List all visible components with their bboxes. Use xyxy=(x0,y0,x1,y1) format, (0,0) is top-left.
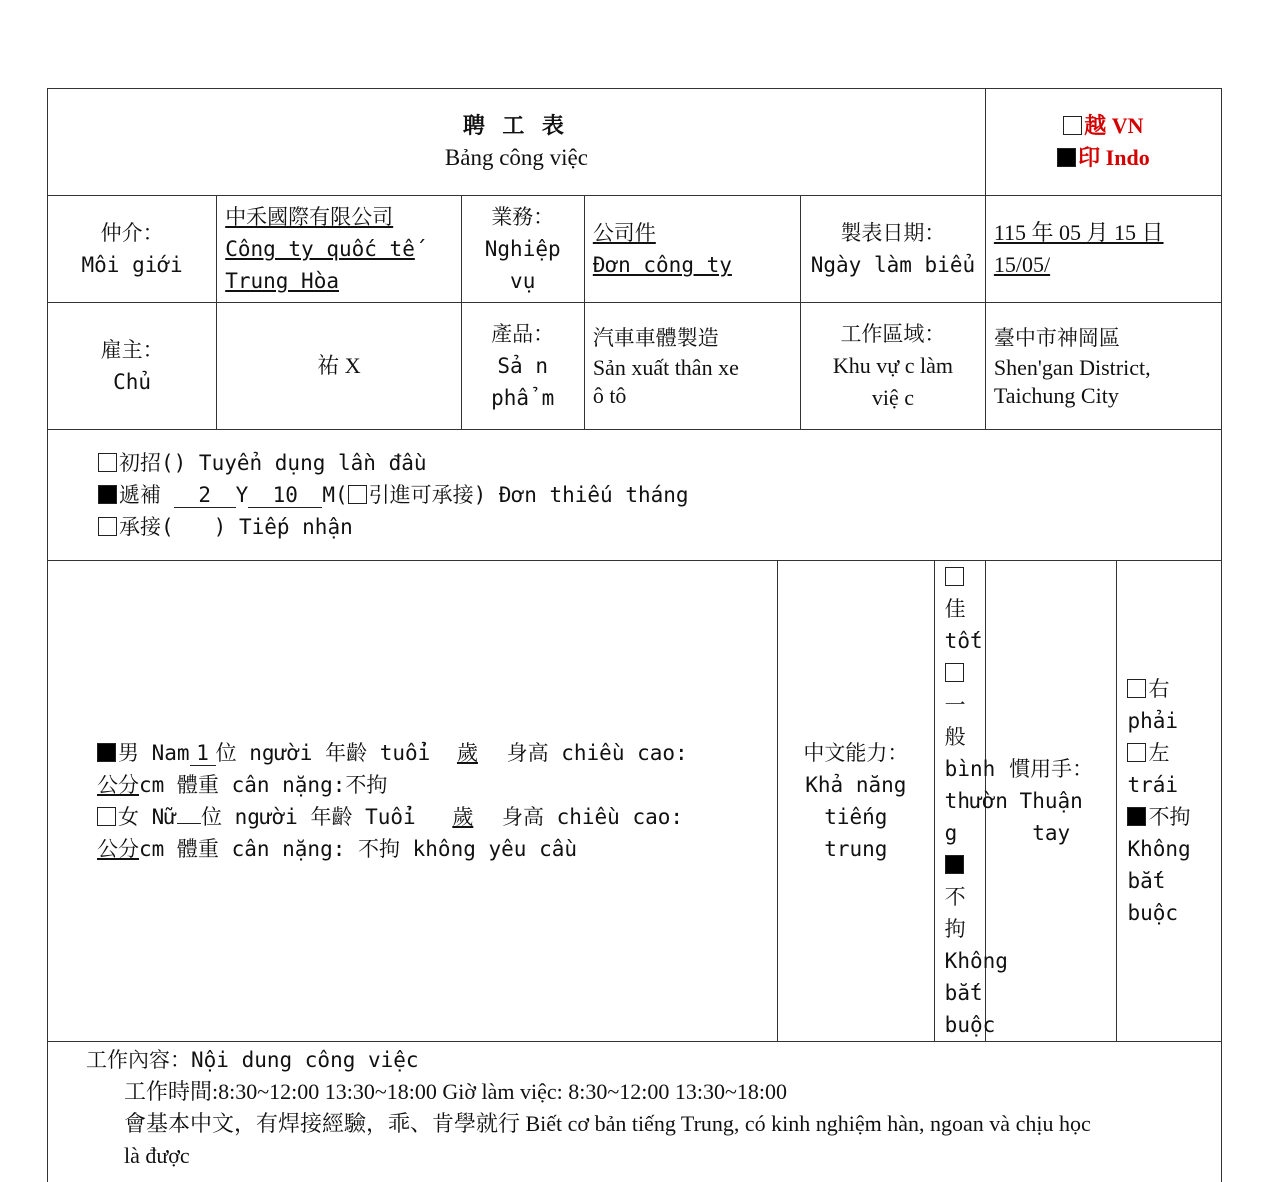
chinese-label-cell xyxy=(778,561,935,1042)
product-value-vi-1: Sản xuất thân xe xyxy=(592,355,739,380)
area-label-vi-2: việ c xyxy=(871,385,915,410)
product-label-vi-2: phẩ m xyxy=(491,386,555,410)
broker-label-zh: 仲介： xyxy=(100,221,164,245)
lang-vn-option[interactable] xyxy=(986,110,1221,142)
female-count-field[interactable] xyxy=(177,823,201,824)
hand-any-checkbox[interactable] xyxy=(1127,807,1146,826)
business-label-cell xyxy=(461,196,584,303)
hand-right-option[interactable] xyxy=(1127,673,1221,705)
female-checkbox[interactable] xyxy=(97,807,116,826)
date-label-zh: 製表日期： xyxy=(840,221,946,245)
chinese-good-checkbox[interactable] xyxy=(945,567,964,586)
chinese-good-option[interactable] xyxy=(945,561,985,625)
product-label-zh: 產品： xyxy=(491,322,555,346)
recruit-initial-checkbox[interactable] xyxy=(98,453,117,472)
male-age-unit: 歲 xyxy=(456,741,478,765)
business-value-vi: Đơn công ty xyxy=(592,253,732,277)
hand-any-vi-3: buộc xyxy=(1127,901,1179,925)
form-title-zh: 聘 工 表 xyxy=(462,113,570,138)
chinese-any-checkbox[interactable] xyxy=(945,855,964,874)
employer-label-vi: Chủ xyxy=(113,370,152,394)
area-label-zh: 工作區域： xyxy=(840,322,946,346)
recruit-initial-option[interactable] xyxy=(98,447,1221,479)
recruit-replace-checkbox[interactable] xyxy=(98,485,117,504)
product-label-cell xyxy=(461,303,584,430)
employer-label-cell xyxy=(48,303,217,430)
hand-left-option[interactable] xyxy=(1127,737,1221,769)
job-form-table xyxy=(47,88,1222,1182)
business-label-zh: 業務： xyxy=(491,205,555,229)
hand-left-checkbox[interactable] xyxy=(1127,743,1146,762)
product-value-vi-2: ô tô xyxy=(592,383,627,408)
replace-paren-open: ( xyxy=(334,483,348,507)
area-value-zh: 臺中市神岡區 xyxy=(993,326,1120,350)
male-requirement xyxy=(97,737,767,769)
replace-months-field[interactable]: 10 xyxy=(248,483,322,508)
female-weight: cm 體重 cân nặng: 不拘 không yêu cầu xyxy=(139,837,578,861)
takeover-suffix: ) Tiếp nhận xyxy=(213,515,353,539)
hand-left-vi: trái xyxy=(1127,773,1179,797)
male-checkbox[interactable] xyxy=(97,743,116,762)
area-value-en-1: Shen'gan District, xyxy=(993,355,1151,380)
date-value-2: 15/05/ xyxy=(993,252,1051,277)
takeover-prefix: 承接( xyxy=(119,515,174,539)
hand-label-vi-1: Thuận xyxy=(1019,789,1083,813)
job-content-cell xyxy=(48,1042,1222,1182)
broker-value-cell xyxy=(217,196,461,303)
business-label-vi-1: Nghiệp xyxy=(484,237,561,261)
chinese-any-vi-3: buộc xyxy=(944,1013,996,1037)
chinese-normal-option[interactable] xyxy=(945,657,985,753)
form-title-cell xyxy=(48,89,986,196)
product-value-zh: 汽車車體製造 xyxy=(592,326,719,350)
replace-years-field[interactable]: 2 xyxy=(174,483,236,508)
chinese-label-vi-3: trung xyxy=(824,837,888,861)
male-requirement-line2 xyxy=(97,769,767,801)
broker-name-vi-1: Công ty quốc tế xyxy=(225,237,415,261)
replace-year-unit: Y xyxy=(235,483,249,507)
female-height-unit: 公分 xyxy=(97,837,139,861)
chinese-normal-vi-2: thườn xyxy=(944,789,1008,813)
recruit-replace-option[interactable] xyxy=(98,479,1221,511)
chinese-label-vi-2: tiếng xyxy=(824,805,888,829)
replace-suffix: ) Đơn thiếu tháng xyxy=(473,483,689,507)
hand-any-option[interactable] xyxy=(1127,801,1221,833)
female-requirement xyxy=(97,801,767,833)
chinese-label-vi-1: Khả năng xyxy=(805,773,907,797)
job-form xyxy=(47,88,1222,1182)
product-value-cell xyxy=(584,303,800,430)
chinese-any-zh: 不拘 xyxy=(944,885,966,941)
hand-options-cell xyxy=(1117,561,1222,1042)
lang-indo-label: 印 Indo xyxy=(1078,145,1150,170)
area-label-vi-1: Khu vự c làm xyxy=(832,353,953,378)
hand-left-zh: 左 xyxy=(1148,741,1170,765)
chinese-normal-zh: 一般 xyxy=(944,693,966,749)
broker-label-vi: Môi giới xyxy=(81,253,183,277)
chinese-any-vi-2: bắt xyxy=(944,981,983,1005)
job-description-1: 會基本中文，有焊接經驗，乖、肯學就行 Biết cơ bản tiếng Trung, có kinh nghiệm hàn, ngoan và chịu học xyxy=(124,1111,1091,1136)
job-description-2: là được xyxy=(124,1143,190,1168)
language-cell xyxy=(985,89,1221,196)
replace-month-unit: M xyxy=(322,483,335,507)
date-label-cell xyxy=(801,196,986,303)
lang-vn-checkbox[interactable] xyxy=(1063,116,1082,135)
hand-label-zh: 慣用手： xyxy=(1009,757,1094,781)
chinese-normal-vi-3: g xyxy=(944,821,958,845)
recruit-type-cell xyxy=(48,430,1222,561)
chinese-label-zh: 中文能力： xyxy=(803,741,909,765)
male-height-label: 身高 chiều cao: xyxy=(506,741,688,765)
business-value-zh: 公司件 xyxy=(592,221,656,245)
female-label: 女 Nữ xyxy=(118,805,177,829)
business-value-cell xyxy=(584,196,800,303)
lang-indo-option[interactable] xyxy=(986,142,1221,174)
male-height-unit: 公分 xyxy=(97,773,139,797)
chinese-good-zh: 佳 xyxy=(944,597,966,621)
hand-right-zh: 右 xyxy=(1148,677,1170,701)
chinese-any-option[interactable] xyxy=(945,849,985,945)
hand-label-vi-2: tay xyxy=(1032,821,1071,845)
lang-indo-checkbox[interactable] xyxy=(1057,148,1076,167)
broker-name-vi-2: Trung Hòa xyxy=(225,269,339,293)
employer-value: 祐 X xyxy=(317,353,361,378)
replace-option-checkbox[interactable] xyxy=(348,485,367,504)
female-age-unit: 歲 xyxy=(452,805,474,829)
male-weight: cm 體重 cân nặng:不拘 xyxy=(139,773,388,797)
gender-requirements-cell xyxy=(48,561,778,1042)
employer-label-zh: 雇主： xyxy=(100,338,164,362)
recruit-takeover-option[interactable] xyxy=(98,511,1221,543)
form-title-vi: Bảng công việc xyxy=(444,145,588,170)
area-label-cell xyxy=(801,303,986,430)
date-label-vi: Ngày làm biểu xyxy=(810,253,976,277)
employer-value-cell xyxy=(217,303,461,430)
product-label-vi-1: Sả n xyxy=(497,354,548,378)
job-hours: 工作時間:8:30~12:00 13:30~18:00 Giờ làm việc: 8:30~12:00 13:30~18:00 xyxy=(124,1079,787,1104)
chinese-normal-vi-1: bình xyxy=(944,757,996,781)
male-label: 男 Nam xyxy=(118,741,190,765)
hand-any-vi-2: bắt xyxy=(1127,869,1166,893)
lang-vn-label: 越 VN xyxy=(1084,113,1144,138)
area-value-en-2: Taichung City xyxy=(993,383,1119,408)
male-count-field[interactable]: 1 xyxy=(190,741,216,766)
job-content-label: 工作內容：Nội dung công việc xyxy=(86,1048,419,1072)
chinese-options-cell xyxy=(934,561,1008,1042)
replace-option-label: 引進可承接 xyxy=(368,483,474,507)
male-text: 位 người 年齡 tuổi xyxy=(215,741,431,765)
broker-label-cell xyxy=(48,196,217,303)
broker-name-zh: 中禾國際有限公司 xyxy=(225,205,394,229)
chinese-any-vi-1: Không xyxy=(944,949,1008,973)
hand-any-zh: 不拘 xyxy=(1148,805,1191,829)
hand-right-vi: phải xyxy=(1127,709,1179,733)
business-label-vi-2: vụ xyxy=(510,269,536,293)
date-value-1: 115 年 05 月 15 日 xyxy=(993,220,1164,245)
recruit-initial-label: 初招() Tuyển dụng lần đầu xyxy=(119,451,427,475)
date-value-cell xyxy=(985,196,1221,303)
recruit-replace-prefix: 遞補 xyxy=(119,483,161,507)
chinese-normal-checkbox[interactable] xyxy=(945,663,964,682)
area-value-cell xyxy=(985,303,1221,430)
female-text: 位 người 年齡 Tuổi xyxy=(200,805,416,829)
female-height-label: 身高 chiều cao: xyxy=(501,805,684,829)
recruit-takeover-checkbox[interactable] xyxy=(98,517,117,536)
hand-right-checkbox[interactable] xyxy=(1127,679,1146,698)
female-requirement-line2 xyxy=(97,833,767,865)
chinese-good-vi: tốt xyxy=(944,629,983,653)
hand-any-vi-1: Không xyxy=(1127,837,1191,861)
